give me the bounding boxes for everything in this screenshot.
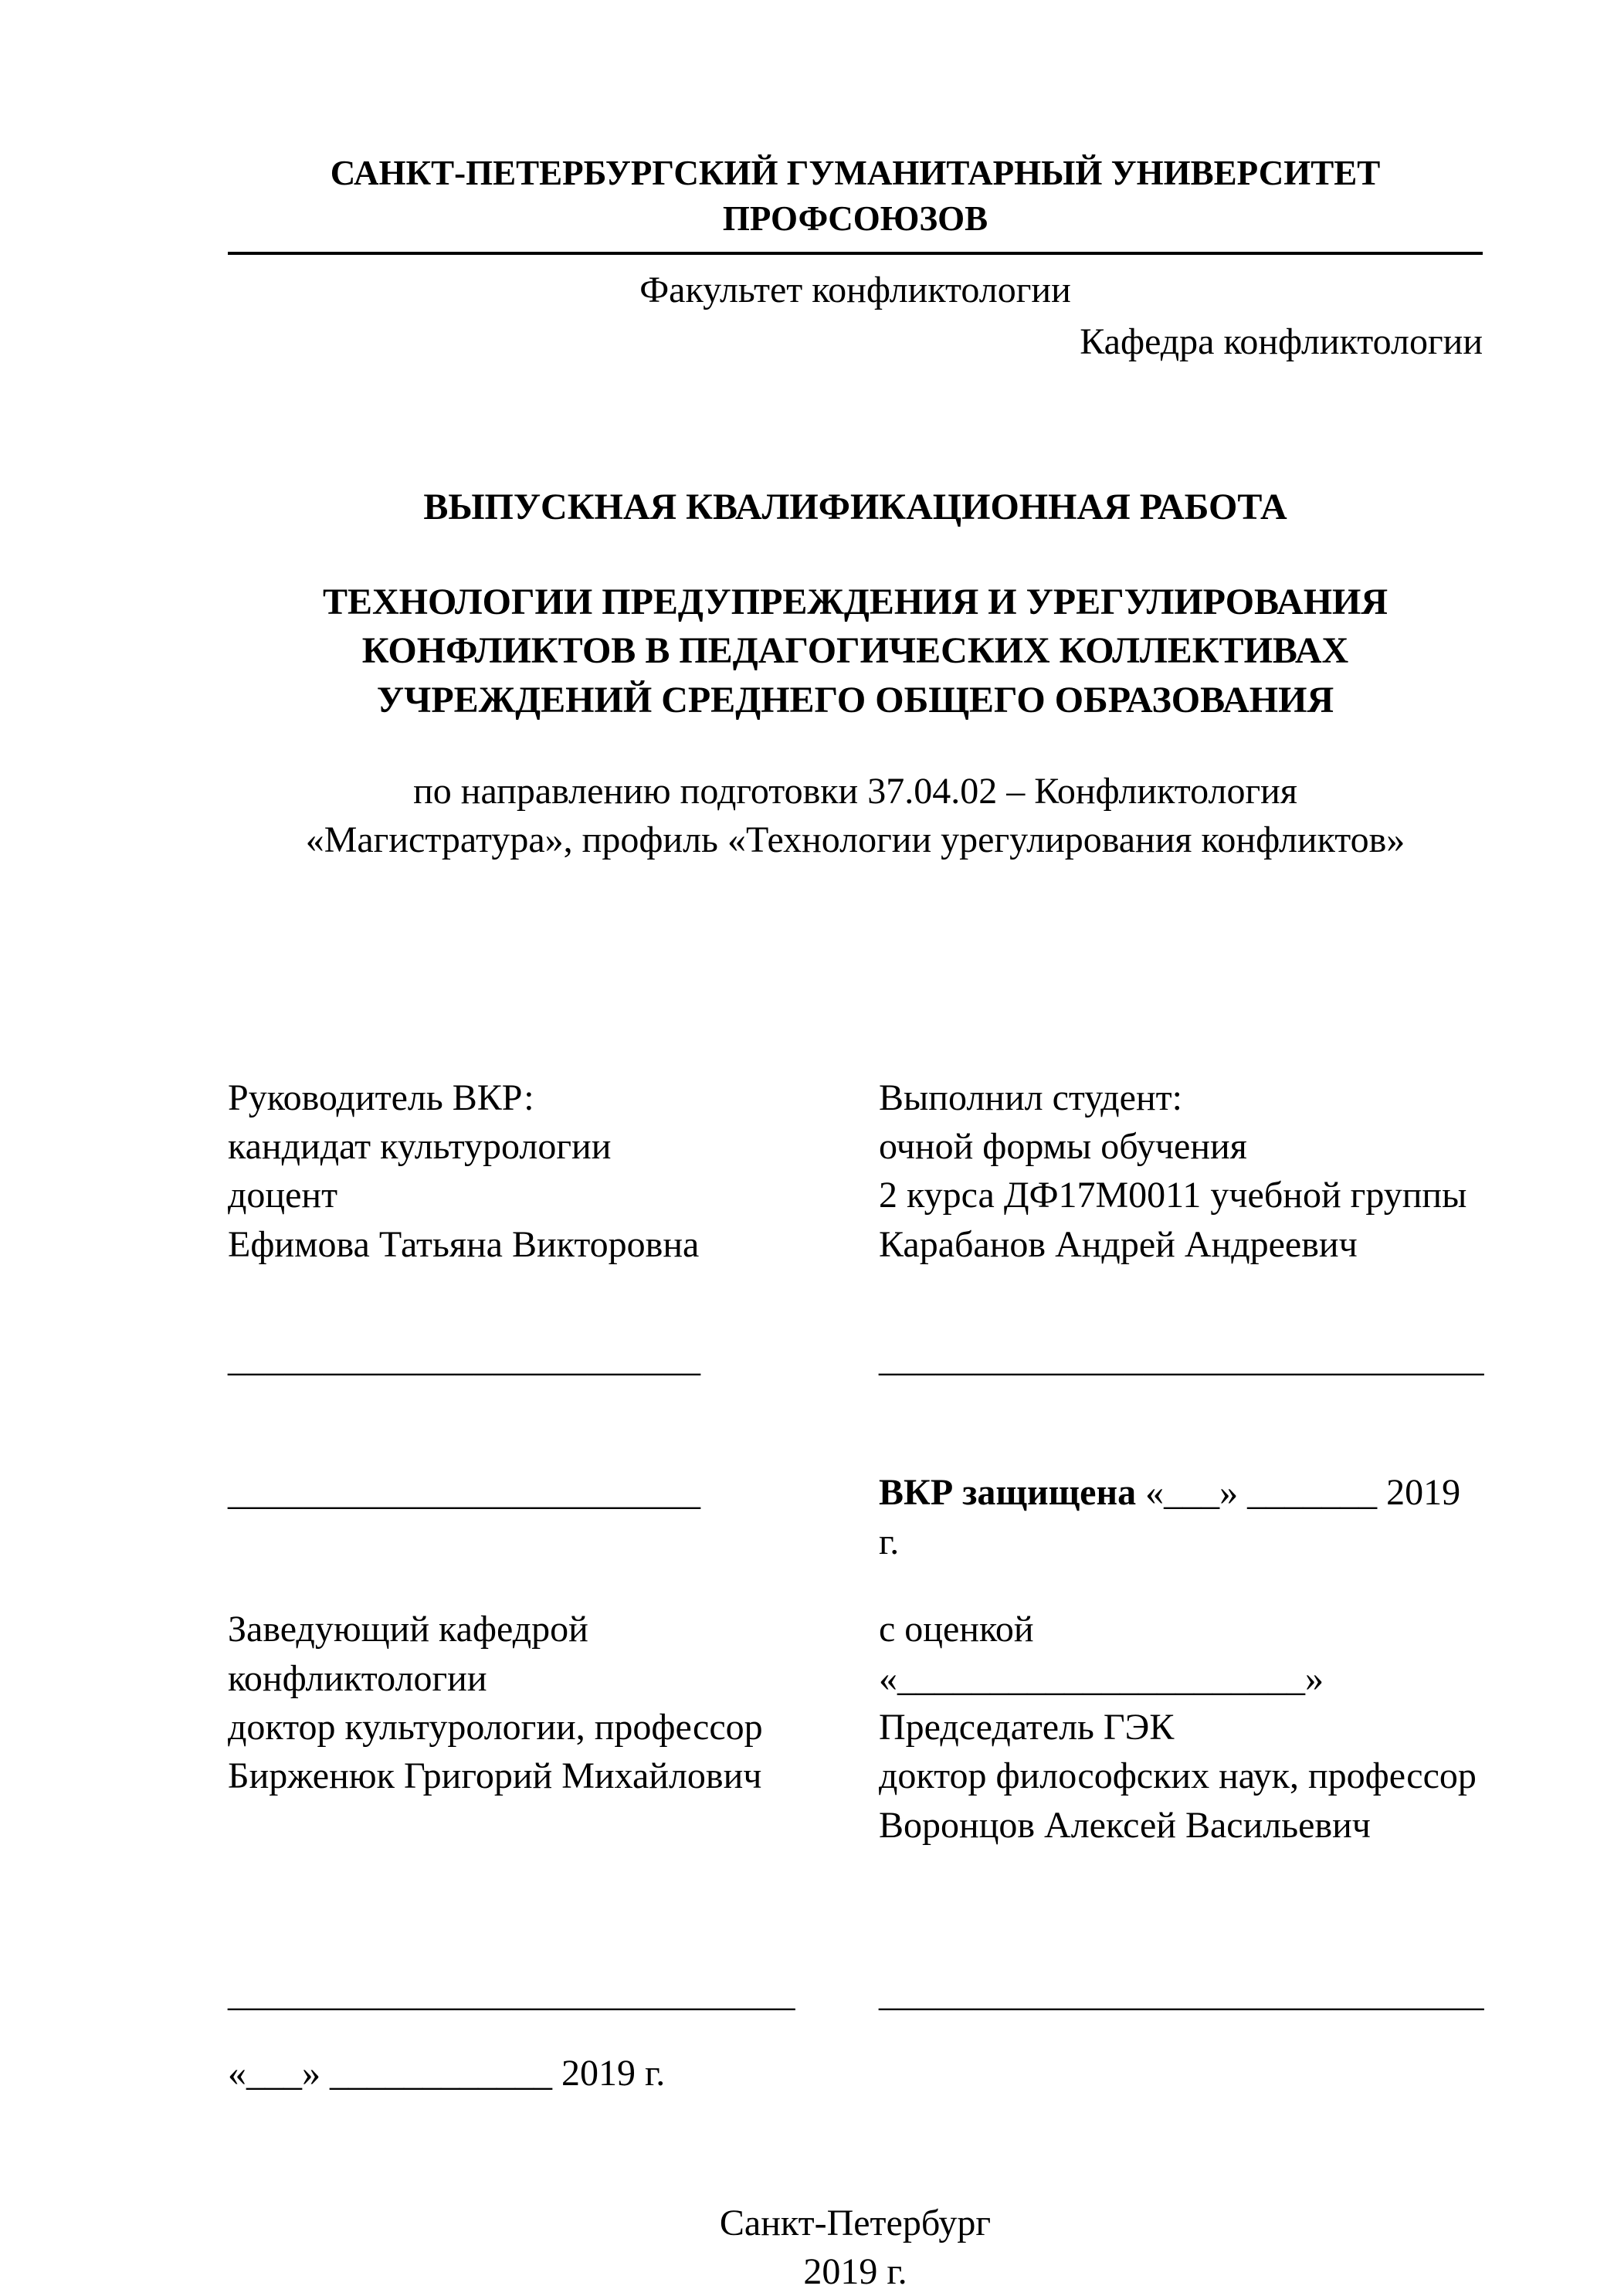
faculty-name: Факультет конфликтологии: [639, 269, 1071, 310]
supervisor-name: Ефимова Татьяна Викторовна: [228, 1223, 700, 1265]
department-name: Кафедра конфликтологии: [1080, 321, 1483, 363]
signature-row-3: [228, 1969, 1483, 2018]
dept-head-role-line-2: конфликтологии: [228, 1657, 487, 1699]
supervisor-signature-line: _________________________: [228, 1338, 701, 1380]
officials-row: [228, 1605, 1483, 1850]
committee-block: [879, 1605, 1483, 1850]
dept-head-date-line: «___» ____________ 2019 г.: [228, 2053, 666, 2094]
student-block: [879, 1073, 1483, 1269]
footer-city: Санкт-Петербург: [719, 2202, 992, 2243]
program-line-1: по направлению подготовки 37.04.02 – Конфликтология: [413, 770, 1297, 812]
department-head-block: [228, 1605, 879, 1800]
signature-row-2: [228, 1468, 1483, 1566]
student-name: Карабанов Андрей Андреевич: [879, 1223, 1358, 1265]
thesis-title-line-2: КОНФЛИКТОВ В ПЕДАГОГИЧЕСКИХ КОЛЛЕКТИВАХ: [361, 630, 1349, 672]
student-group: 2 курса ДФ17М0011 учебной группы: [879, 1175, 1467, 1216]
committee-signature-line: ________________________________: [879, 1972, 1484, 2014]
grade-line: с оценкой «______________________»: [879, 1609, 1324, 1699]
supervisor-degree: кандидат культурологии: [228, 1126, 612, 1168]
student-signature-line: ________________________________: [879, 1338, 1484, 1380]
defense-label-rest: «___» _______ 2019 г.: [879, 1472, 1461, 1562]
program-info: [228, 767, 1483, 865]
supervisor-block: [228, 1073, 879, 1269]
student-role: Выполнил студент:: [879, 1077, 1182, 1118]
signature-row-1: [228, 1335, 1483, 1383]
dept-head-upper-signature-line: _________________________: [228, 1472, 701, 1514]
dept-head-degree: доктор культурологии, профессор: [228, 1706, 763, 1748]
thesis-title-line-3: УЧРЕЖДЕНИЙ СРЕДНЕГО ОБЩЕГО ОБРАЗОВАНИЯ: [376, 679, 1334, 721]
program-line-2: «Магистратура», профиль «Технологии урегулирования конфликтов»: [305, 819, 1405, 861]
supervisor-position: доцент: [228, 1175, 338, 1216]
dept-head-role-line-1: Заведующий кафедрой: [228, 1609, 588, 1650]
supervisor-role: Руководитель ВКР:: [228, 1077, 534, 1118]
defense-label-bold: ВКР защищена: [879, 1472, 1137, 1514]
work-type-heading: ВЫПУСКНАЯ КВАЛИФИКАЦИОННАЯ РАБОТА: [423, 486, 1287, 527]
defense-date-line: [879, 1468, 1483, 1566]
committee-degree: доктор философских наук, профессор: [879, 1755, 1477, 1797]
university-name: САНКТ-ПЕТЕРБУРГСКИЙ ГУМАНИТАРНЫЙ УНИВЕРСИТЕТ ПРОФСОЮЗОВ: [228, 151, 1483, 255]
thesis-title: [228, 578, 1483, 724]
thesis-title-line-1: ТЕХНОЛОГИИ ПРЕДУПРЕЖДЕНИЯ И УРЕГУЛИРОВАНИЯ: [322, 581, 1388, 622]
dept-head-name: Бирженюк Григорий Михайлович: [228, 1755, 762, 1797]
committee-role: Председатель ГЭК: [879, 1706, 1175, 1748]
committee-name: Воронцов Алексей Васильевич: [879, 1804, 1371, 1846]
student-study-form: очной формы обучения: [879, 1126, 1247, 1168]
footer: [228, 2199, 1483, 2296]
persons-row: [228, 1073, 1483, 1269]
dept-head-signature-line: ______________________________: [228, 1972, 795, 2014]
footer-year: 2019 г.: [803, 2251, 907, 2293]
date-row: [228, 2049, 1483, 2098]
